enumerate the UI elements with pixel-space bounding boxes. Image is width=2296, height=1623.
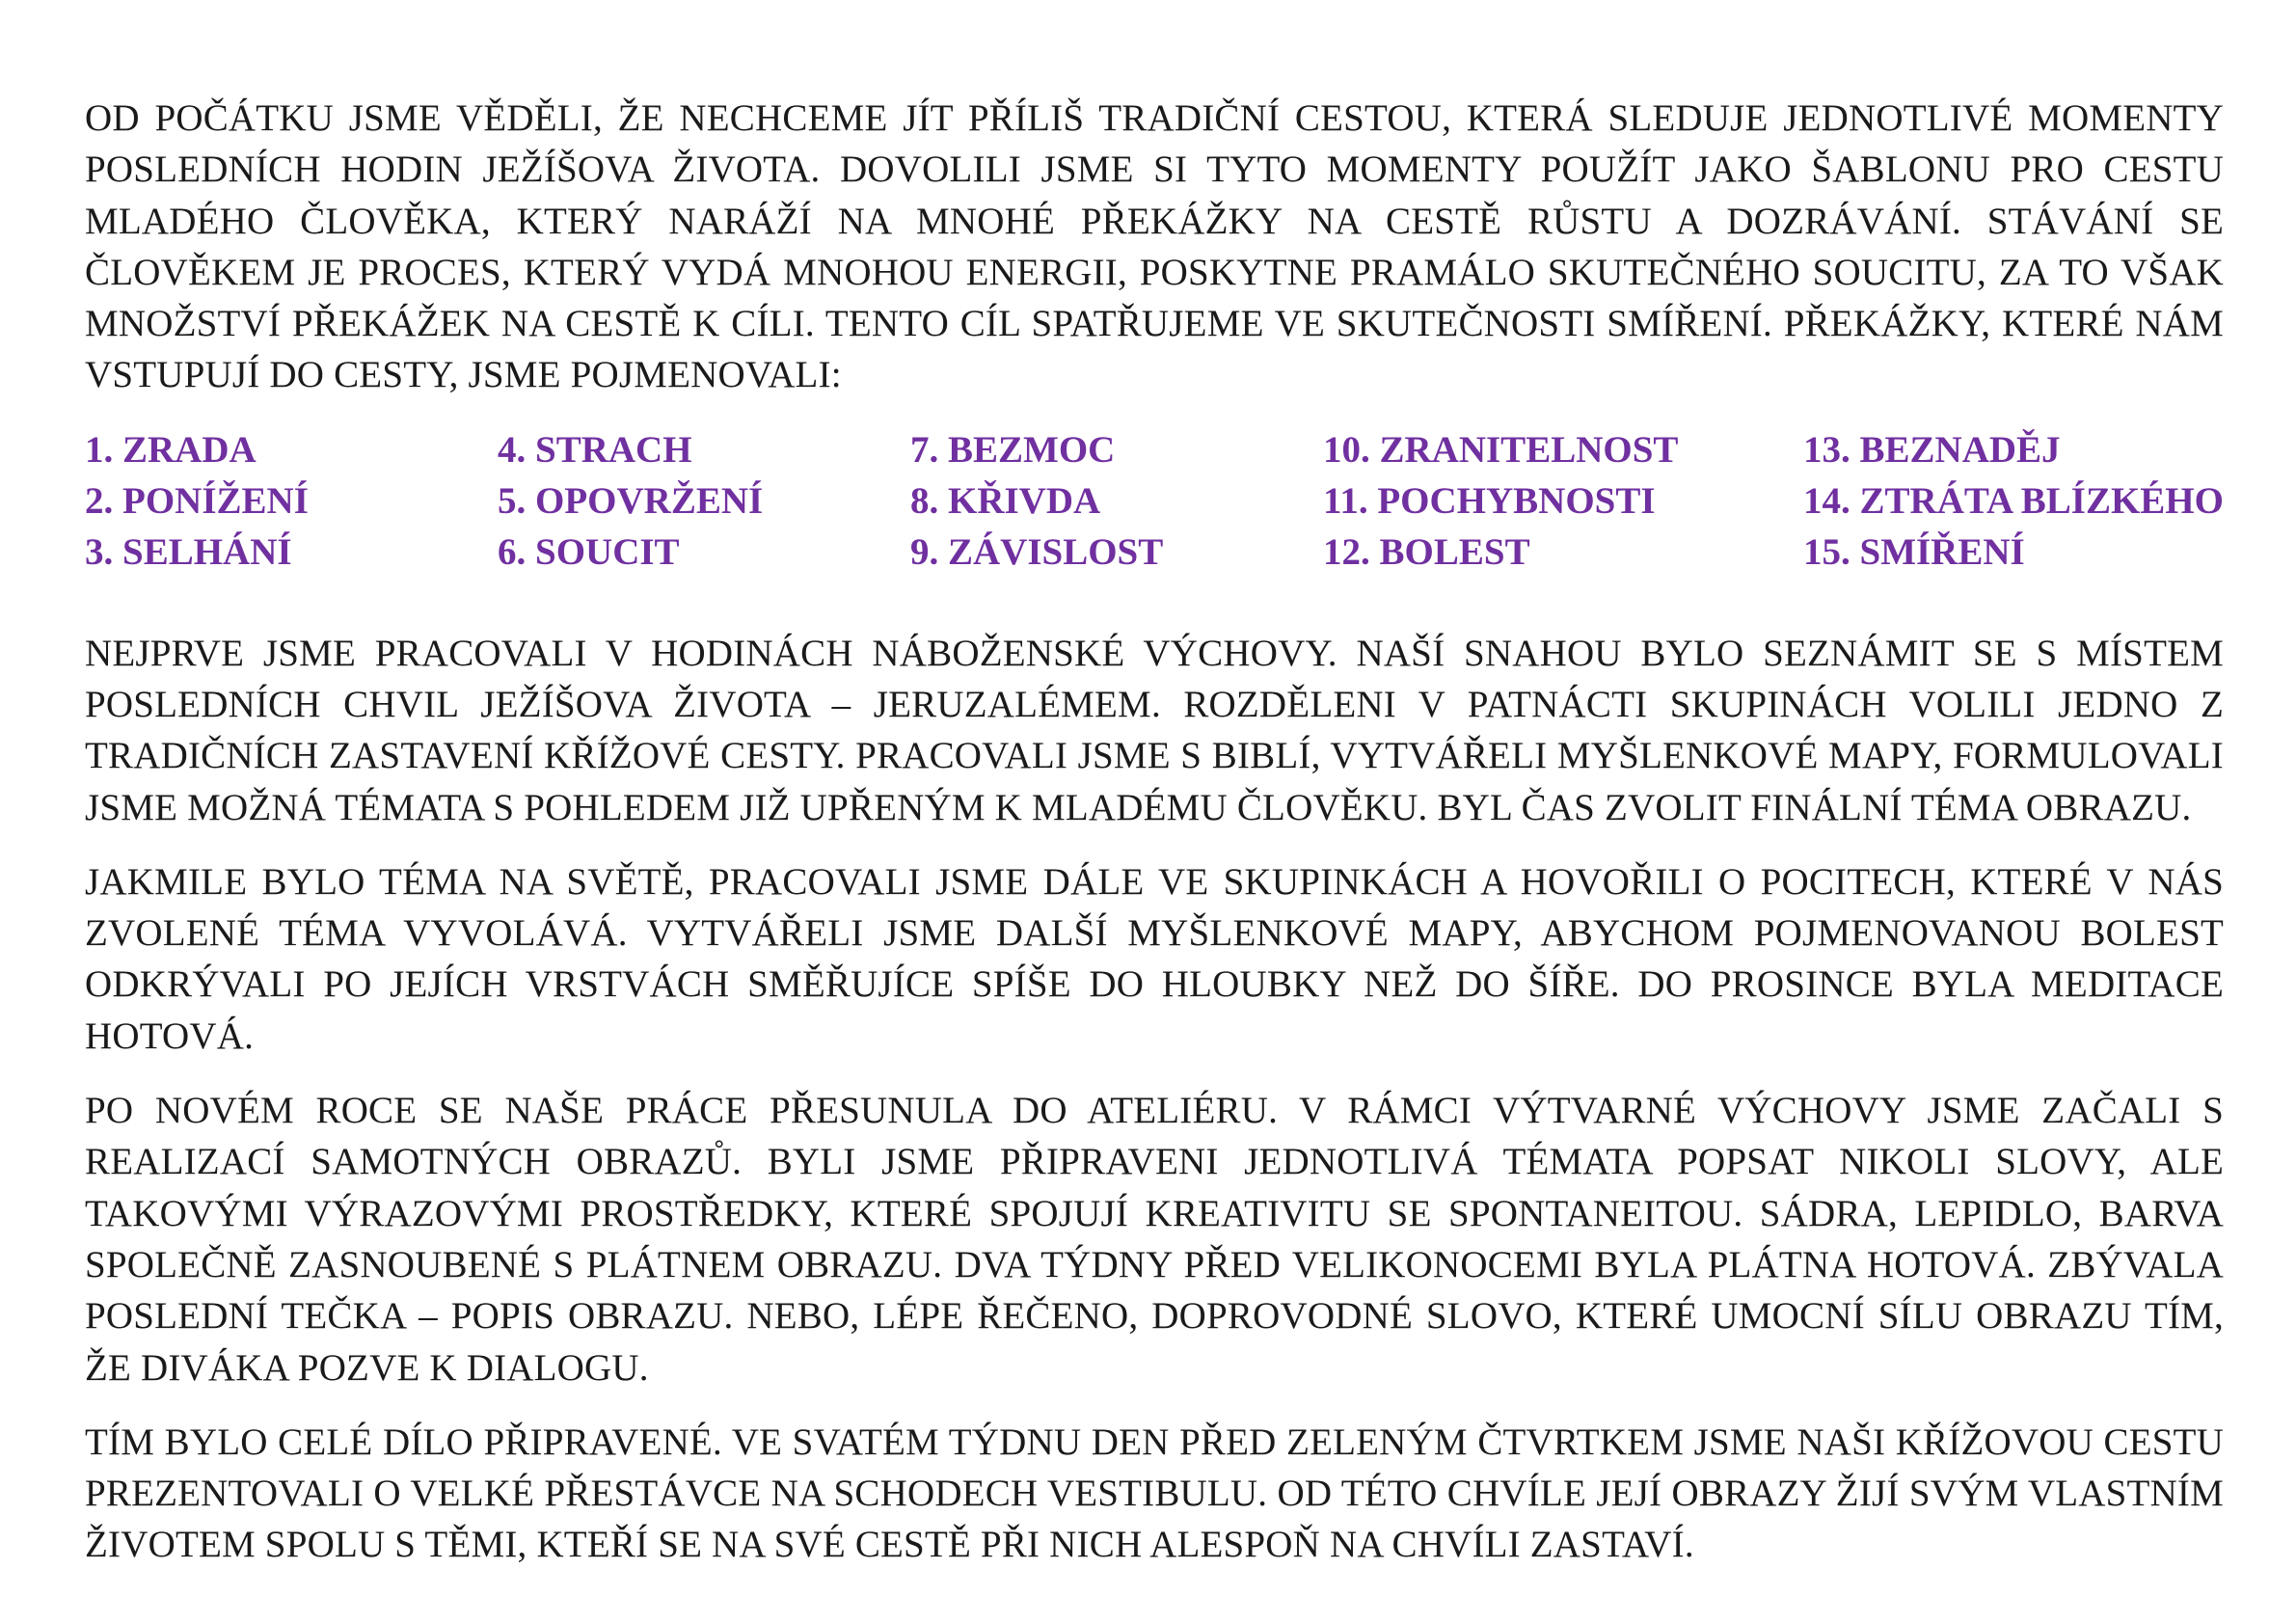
body-paragraph: PO NOVÉM ROCE SE NAŠE PRÁCE PŘESUNULA DO ATELIÉRU. V RÁMCI VÝTVARNÉ VÝCHOVY JSME ZAČALI S REALIZACÍ SAMOTNÝCH OBRAZŮ. BYLI JSME PŘIPRAVENI JEDNOTLIVÁ TÉMATA POPSAT NIKOLI SLOVY, ALE TAKOVÝMI VÝRAZOVÝMI PROSTŘEDKY, KTERÉ SPOJUJÍ KREATIVITU SE SPONTANEITOU. SÁDRA, LEPIDLO, BARVA SPOLEČNĚ ZASNOUBENÉ S PLÁTNEM OBRAZU. DVA TÝDNY PŘED VELIKONOCEMI BYLA PLÁTNA HOTOVÁ. ZBÝVALA POSLEDNÍ TEČKA – POPIS OBRAZU. NEBO, LÉPE ŘEČENO, DOPROVODNÉ SLOVO, KTERÉ UMOCNÍ SÍLU OBRAZU TÍM, ŽE DIVÁKA POZVE K DIALOGU. [85, 1090, 2224, 1389]
list-item: 6. SOUCIT [498, 531, 680, 574]
list-item: 10. ZRANITELNOST [1323, 428, 1679, 471]
list-item: 13. BEZNADĚJ [1803, 428, 2061, 471]
list-item: 8. KŘIVDA [910, 480, 1101, 523]
list-item: 9. ZÁVISLOST [910, 531, 1164, 574]
list-item: 11. POCHYBNOSTI [1323, 480, 1656, 523]
list-item: 2. PONÍŽENÍ [85, 480, 309, 523]
document-page [85, 93, 2224, 1571]
list-item: 12. BOLEST [1323, 531, 1530, 574]
list-item: 5. OPOVRŽENÍ [498, 480, 764, 523]
body-paragraph: TÍM BYLO CELÉ DÍLO PŘIPRAVENÉ. VE SVATÉM TÝDNU DEN PŘED ZELENÝM ČTVRTKEM JSME NAŠI KŘÍŽOVOU CESTU PREZENTOVALI O VELKÉ PŘESTÁVCE NA SCHODECH VESTIBULU. OD TÉTO CHVÍLE JEJÍ OBRAZY ŽIJÍ SVÝM VLASTNÍM ŽIVOTEM SPOLU S TĚMI, KTEŘÍ SE NA SVÉ CESTĚ PŘI NICH ALESPOŇ NA CHVÍLI ZASTAVÍ. [85, 1420, 2224, 1566]
list-item: 7. BEZMOC [910, 428, 1116, 471]
list-item: 15. SMÍŘENÍ [1803, 531, 2025, 574]
list-item: 14. ZTRÁTA BLÍZKÉHO [1803, 480, 2224, 523]
body-paragraph: NEJPRVE JSME PRACOVALI V HODINÁCH NÁBOŽENSKÉ VÝCHOVY. NAŠÍ SNAHOU BYLO SEZNÁMIT SE S MÍSTEM POSLEDNÍCH CHVIL JEŽÍŠOVA ŽIVOTA – JERUZALÉMEM. ROZDĚLENI V PATNÁCTI SKUPINÁCH VOLILI JEDNO Z TRADIČNÍCH ZASTAVENÍ KŘÍŽOVÉ CESTY. PRACOVALI JSME S BIBLÍ, VYTVÁŘELI MYŠLENKOVÉ MAPY, FORMULOVALI JSME MOŽNÁ TÉMATA S POHLEDEM JIŽ UPŘENÝM K MLADÉMU ČLOVĚKU. BYL ČAS ZVOLIT FINÁLNÍ TÉMA OBRAZU. [85, 632, 2224, 828]
list-item: 3. SELHÁNÍ [85, 531, 292, 574]
obstacles-list [85, 424, 2224, 579]
body-paragraph: JAKMILE BYLO TÉMA NA SVĚTĚ, PRACOVALI JSME DÁLE VE SKUPINKÁCH A HOVOŘILI O POCITECH, KTERÉ V NÁS ZVOLENÉ TÉMA VYVOLÁVÁ. VYTVÁŘELI JSME DALŠÍ MYŠLENKOVÉ MAPY, ABYCHOM POJMENOVANOU BOLEST ODKRÝVALI PO JEJÍCH VRSTVÁCH SMĚŘUJÍCE SPÍŠE DO HLOUBKY NEŽ DO ŠÍŘE. DO PROSINCE BYLA MEDITACE HOTOVÁ. [85, 860, 2224, 1057]
list-item: 1. ZRADA [85, 428, 257, 471]
list-item: 4. STRACH [498, 428, 692, 471]
intro-paragraph: OD POČÁTKU JSME VĚDĚLI, ŽE NECHCEME JÍT PŘÍLIŠ TRADIČNÍ CESTOU, KTERÁ SLEDUJE JEDNOTLIVÉ MOMENTY POSLEDNÍCH HODIN JEŽÍŠOVA ŽIVOTA. DOVOLILI JSME SI TYTO MOMENTY POUŽÍT JAKO ŠABLONU PRO CESTU MLADÉHO ČLOVĚKA, KTERÝ NARÁŽÍ NA MNOHÉ PŘEKÁŽKY NA CESTĚ RŮSTU A DOZRÁVÁNÍ. STÁVÁNÍ SE ČLOVĚKEM JE PROCES, KTERÝ VYDÁ MNOHOU ENERGII, POSKYTNE PRAMÁLO SKUTEČNÉHO SOUCITU, ZA TO VŠAK MNOŽSTVÍ PŘEKÁŽEK NA CESTĚ K CÍLI. TENTO CÍL SPATŘUJEME VE SKUTEČNOSTI SMÍŘENÍ. PŘEKÁŽKY, KTERÉ NÁM VSTUPUJÍ DO CESTY, JSME POJMENOVALI: [85, 97, 2224, 396]
